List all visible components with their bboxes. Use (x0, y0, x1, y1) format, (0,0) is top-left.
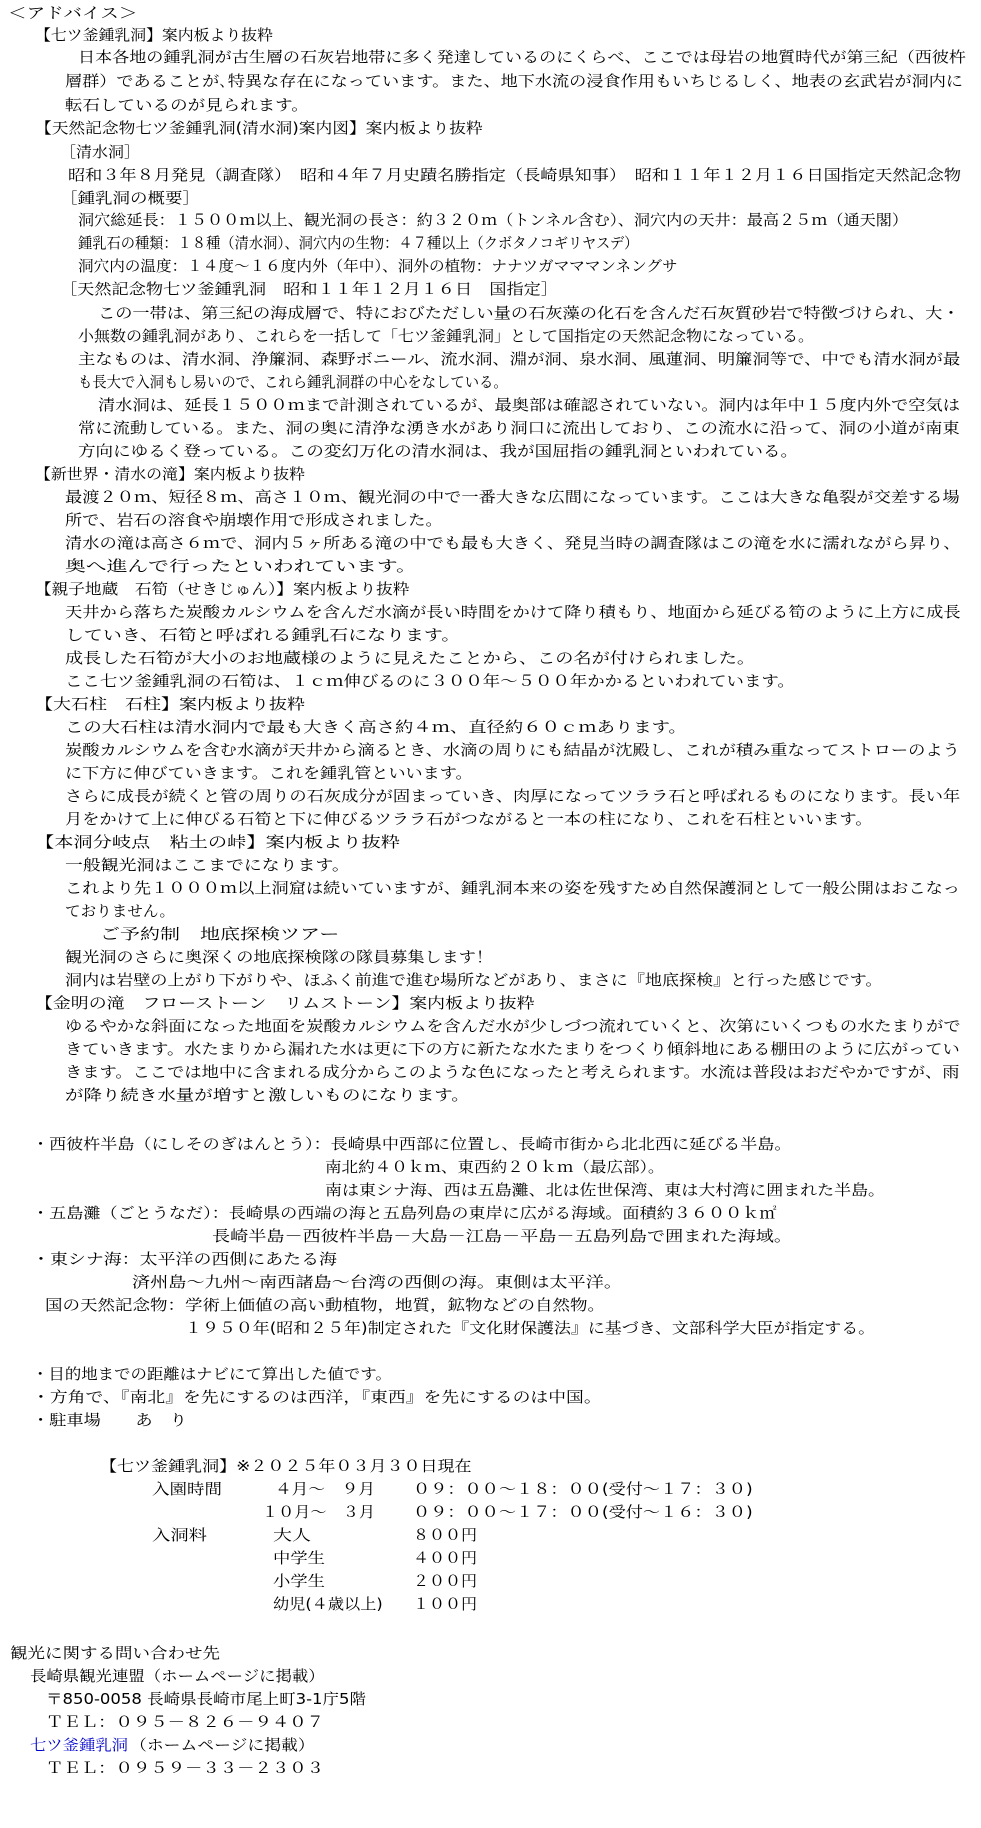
text-line: きていきます。水たまりから漏れた水は更に下の方に新たな水たまりをつくり傾斜地にある棚田のように広がってい (65, 1040, 960, 1058)
facility-title: 【七ツ釜鍾乳洞】※２０２５年０３月３０日現在 (100, 1457, 472, 1475)
fee-price: ２００円 (413, 1572, 478, 1590)
text-line: 層群）であることが､特異な存在になっています。また、地下水流の浸食作用もいちじるしく、地表の玄武岩が洞内に (65, 72, 964, 90)
sub-heading-shimizu: ［清水洞］ (60, 143, 141, 161)
text-line: 主なものは、清水洞、浄簾洞、森野ボニール、流水洞、淵が洞、泉水洞、風蓮洞、明簾洞等で、中でも清水洞が最 (78, 350, 961, 368)
fee-category: 幼児(４歳以上) (273, 1595, 383, 1613)
glossary-line: 国の天然記念物：学術上価値の高い動植物，地質，鉱物などの自然物。 (45, 1296, 606, 1314)
text-line: この一帯は、第三紀の海成層で、特におびただしい量の石灰藻の化石を含んだ石灰質砂岩で特徴づけられ、大・ (98, 304, 960, 322)
glossary-line: 南は東シナ海、西は五島灘、北は佐世保湾、東は大村湾に囲まれた半島。 (325, 1181, 886, 1199)
nanatsugama-homepage-link[interactable]: 七ツ釜鍾乳洞 (30, 1736, 129, 1754)
section-title-new-world: 【新世界・清水の滝】案内板より抜粋 (35, 465, 306, 483)
contact-org-note: （ホームページに掲載） (130, 1736, 315, 1754)
text-line: きます。ここでは地中に含まれる成分からこのような色になったと考えられます。水流は普段はおだやかですが、雨 (65, 1063, 960, 1081)
text-line: 一般観光洞はここまでになります。 (65, 856, 350, 874)
fee-price: ８００円 (413, 1526, 478, 1544)
text-line: 清水の滝は高さ６ｍで、洞内５ヶ所ある滝の中でも最も大きく、発見当時の調査隊はこの滝を水に濡れながら昇り、 (65, 534, 961, 552)
text-line: 最渡２０ｍ、短径８ｍ、高さ１０ｍ、観光洞の中で一番大きな広間になっています。ここは大きな亀裂が交差する場 (65, 488, 960, 506)
glossary-line: １９５０年(昭和２５年)制定された『文化財保護法』に基づき、文部科学大臣が指定する。 (185, 1319, 876, 1337)
text-line: ておりません。 (65, 902, 175, 920)
text-line: していき、石筍と呼ばれる鍾乳石になります。 (65, 626, 461, 644)
sub-heading-natural-monument: ［天然記念物七ツ釜鍾乳洞 昭和１１年１２月１６日 国指定］ (60, 280, 559, 298)
text-line: 観光洞のさらに奥深くの地底探検隊の隊員募集します！ (65, 948, 494, 966)
text-line: 常に流動している。また、洞の奥に清浄な湧き水があり洞口に流出しており、この流水に沿って、洞の小道が南東 (78, 419, 960, 437)
text-line: これより先１０００ｍ以上洞窟は続いていますが、鍾乳洞本来の姿を残すため自然保護洞として一般公開はおこなっ (65, 879, 961, 897)
glossary-line: ・東シナ海：太平洋の西側にあたる海 (32, 1250, 338, 1268)
text-line: 天井から落ちた炭酸カルシウムを含んだ水滴が長い時間をかけて降り積もり、地面から延びる筍のように上方に成長 (65, 603, 961, 621)
text-line: 所で、岩石の溶食や崩壊作用で形成されました。 (65, 511, 443, 529)
fee-category: 小学生 (273, 1572, 326, 1590)
text-line: 方向にゆるく登っている。この変幻万化の清水洞は、我が国屈指の鍾乳洞といわれている。 (78, 442, 799, 460)
tour-heading: ご予約制 地底探検ツアー (100, 925, 340, 943)
text-line: 転石しているのが見られます。 (65, 96, 309, 114)
section-title-pillar: 【大石柱 石柱】案内板より抜粋 (35, 695, 306, 713)
section-title-stalagmite: 【親子地蔵 石筍（せきじゅん）】案内板より抜粋 (35, 580, 410, 598)
text-line: この大石柱は清水洞内で最も大きく高さ約４ｍ、直径約６０ｃｍあります。 (65, 718, 687, 736)
text-line: 清水洞は、延長１５００ｍまで計測されているが、最奥部は確認されていない。洞内は年中１５度内外で空気は (98, 396, 961, 414)
fee-price: ４００円 (413, 1549, 478, 1567)
contact-tel: ＴＥＬ：０９５－８２６－９４０７ (46, 1713, 325, 1731)
text-line: 炭酸カルシウムを含む水滴が天井から滴るとき、水滴の周りにも結晶が沈殿し、これが積み重なってストローのよう (65, 741, 960, 759)
text-line: 洞穴総延長：１５００ｍ以上、観光洞の長さ：約３２０ｍ（トンネル含む）、洞穴内の天井：最高２５ｍ（通天閣） (78, 211, 909, 229)
glossary-line: ・五島灘（ごとうなだ）：長崎県の西端の海と五島列島の東岸に広がる海域。面積約３６００ｋ㎡ (32, 1204, 777, 1222)
text-line: さらに成長が続くと管の周りの石灰成分が固まっていき、肉厚になってツララ石と呼ばれるものになります。長い年 (65, 787, 961, 805)
text-line: 日本各地の鍾乳洞が古生層の石灰岩地帯に多く発達しているのにくらべ、ここでは母岩の地質時代が第三紀（西彼杵 (78, 48, 967, 66)
fee-category: 大人 (273, 1526, 312, 1544)
text-line: 成長した石筍が大小のお地蔵様のように見えたことから、この名が付けられました。 (65, 649, 756, 667)
text-line: 昭和３年８月発見（調査隊） 昭和４年７月史蹟名勝指定（長崎県知事） 昭和１１年１２月１６日国指定天然記念物 (68, 166, 962, 184)
section-title-map: 【天然記念物七ツ釜鍾乳洞(清水洞)案内図】案内板より抜粋 (35, 119, 483, 137)
fee-price: １００円 (413, 1595, 478, 1613)
text-line: も長大で入洞もし易いので、これら鍾乳洞群の中心をなしている。 (78, 373, 508, 391)
text-line: 洞内は岩壁の上がり下がりや、ほふく前進で進む場所などがあり、まさに『地底探検』と行った感じです。 (65, 971, 883, 989)
glossary-line: 長崎半島－西彼杵半島－大島－江島－平島－五島列島で囲まれた海域。 (212, 1227, 793, 1245)
note-line: ・方角で、『南北』を先にするのは西洋，『東西』を先にするのは中国。 (32, 1388, 602, 1406)
text-line: が降り続き水量が増すと激しいものになります。 (65, 1086, 470, 1104)
text-line: 小無数の鍾乳洞があり、これらを一括して「七ツ釜鍾乳洞」として国指定の天然記念物になっている。 (78, 327, 815, 345)
fee-category: 中学生 (273, 1549, 326, 1567)
note-line: ・目的地までの距離はナビにて算出した値です。 (32, 1365, 392, 1383)
text-line: 月をかけて上に伸びる石筍と下に伸びるツララ石がつながると一本の柱になり、これを石柱といいます。 (65, 810, 873, 828)
hours-time: ０９：００～１７：００(受付～１６：３０) (413, 1503, 753, 1521)
note-line: ・駐車場 あ り (32, 1411, 188, 1429)
text-line: ここ七ツ釜鍾乳洞の石筍は、１ｃｍ伸びるのに３００年～５００年かかるといわれています。 (65, 672, 795, 690)
contact-tel: ＴＥＬ：０９５９－３３－２３０３ (46, 1759, 325, 1777)
section-title-nanatsugama: 【七ツ釜鍾乳洞】案内板より抜粋 (35, 26, 274, 44)
contact-heading: 観光に関する問い合わせ先 (10, 1644, 221, 1662)
hours-time: ０９：００～１８：００(受付～１７：３０) (413, 1480, 753, 1498)
text-line: 鍾乳石の種類：１８種（清水洞）、洞穴内の生物：４７種以上（クボタノコギリヤスデ） (78, 234, 639, 252)
text-line: に下方に伸びていきます。これを鍾乳管といいます。 (65, 764, 473, 782)
contact-address: 〒850-0058 長崎県長崎市尾上町3-1庁5階 (46, 1690, 367, 1708)
section-title-golden-falls: 【金明の滝 フローストーン リムストーン】案内板より抜粋 (35, 994, 535, 1012)
advice-heading: ＜アドバイス＞ (8, 4, 138, 22)
contact-org: 長崎県観光連盟（ホームページに掲載） (30, 1667, 325, 1685)
text-line: 洞穴内の温度：１４度～１６度内外（年中）、洞外の植物：ナナツガマママンネングサ (78, 257, 678, 275)
text-line: 奥へ進んで行ったといわれています。 (65, 557, 417, 575)
hours-period: ４月～ ９月 (275, 1480, 376, 1498)
hours-period: １０月～ ３月 (262, 1503, 376, 1521)
fee-label: 入洞料 (152, 1526, 208, 1544)
glossary-line: 済州島～九州～南西諸島～台湾の西側の海。東側は太平洋。 (132, 1273, 623, 1291)
text-line: ゆるやかな斜面になった地面を炭酸カルシウムを含んだ水が少しづつ流れていくと、次第にいくつもの水たまりがで (65, 1017, 961, 1035)
sub-heading-overview: ［鍾乳洞の概要］ (60, 189, 201, 207)
section-title-branch: 【本洞分岐点 粘土の峠】案内板より抜粋 (35, 833, 401, 851)
glossary-line: 南北約４０ｋｍ、東西約２０ｋｍ（最広部）。 (325, 1158, 665, 1176)
glossary-line: ・西彼杵半島（にしそのぎはんとう）：長崎県中西部に位置し、長崎市街から北北西に延びる半島。 (32, 1135, 792, 1153)
hours-label: 入園時間 (152, 1480, 223, 1498)
